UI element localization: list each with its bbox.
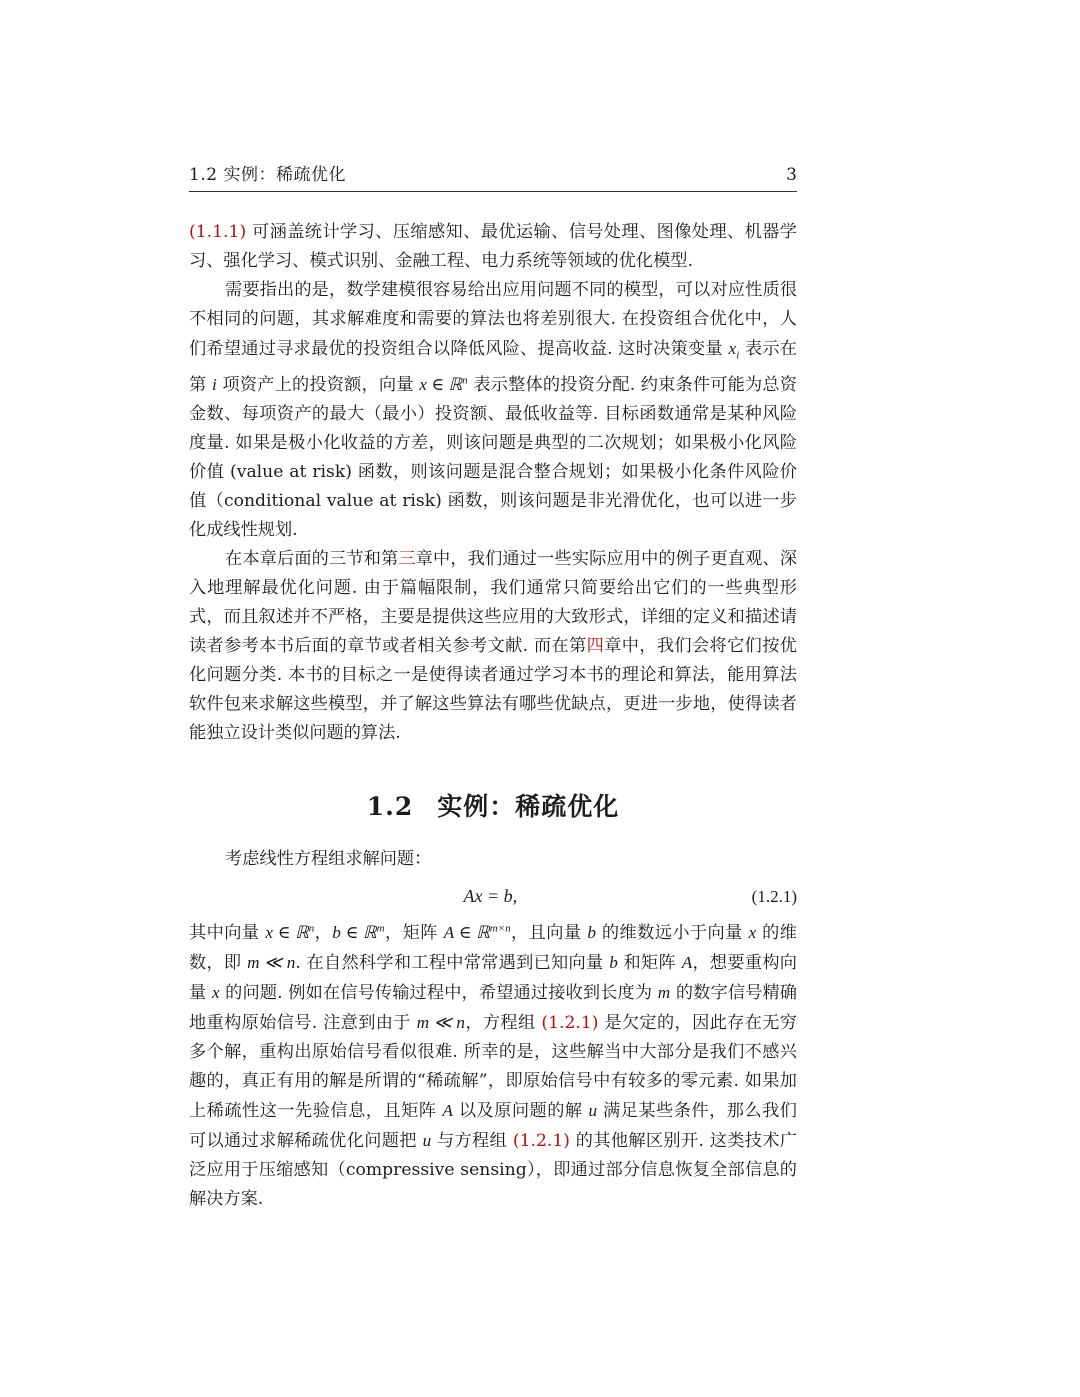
math-superscript: m×n [489, 922, 511, 935]
math-var: i [212, 375, 217, 395]
paragraph-text: 的其他解区别开. 这类技术广泛应用于压缩感知（compressive sensing），即通过部分信息恢复全部信息的解决方案. [189, 1131, 797, 1210]
paragraph-text: ，方程组 [464, 1013, 542, 1034]
section-heading [189, 792, 797, 821]
math-expression: x ∈ ℝ [419, 375, 463, 395]
paragraph-text: 满足某些条件，那么我们可以通过求解稀疏优化问题把 [189, 1101, 797, 1152]
equation-reference-link[interactable]: (1.1.1) [189, 222, 247, 242]
paragraph-text: 与方程组 [431, 1131, 513, 1152]
math-var: A [681, 953, 693, 973]
math-var: m [657, 983, 671, 1003]
paragraph-text: 需要指出的是，数学建模很容易给出应用问题不同的模型，可以对应性质很不相同的问题，其求解难度和需要的算法也将差别很大. 在投资组合优化中，人们希望通过寻求最优的投资组合以降低风险、提高收益. 这时决策变量 [189, 280, 797, 359]
math-superscript: m [376, 922, 385, 935]
math-var: b [587, 923, 596, 943]
math-expression: b ∈ ℝ [332, 923, 377, 943]
paragraph-text: 章中，我们会将它们按优化问题分类. 本书的目标之一是使得读者通过学习本书的理论和算法，能用算法软件包来求解这些模型，并了解这些算法有哪些优缺点，更进一步地，使得读者能独立设计类似问题的算法. [189, 636, 797, 744]
paragraph-text: 和矩阵 [617, 953, 682, 974]
chapter-reference-link[interactable]: 四 [586, 636, 605, 657]
paragraph-intro: 考虑线性方程组求解问题： [225, 849, 432, 870]
header-section-title: 1.2 实例：稀疏优化 [189, 165, 346, 185]
math-superscript: n [308, 922, 315, 935]
math-var: u [422, 1131, 432, 1151]
equation-reference-link[interactable]: (1.2.1) [541, 1013, 599, 1034]
math-superscript: n [462, 374, 468, 387]
section-number: 1.2 [366, 792, 414, 822]
equation-reference-link[interactable]: (1.2.1) [512, 1131, 571, 1152]
equation-body: Ax = b, [463, 885, 518, 906]
paragraph-text: 以及原问题的解 [452, 1101, 589, 1122]
math-subscript: i [736, 349, 740, 362]
paragraph-text: 的维数，即 [189, 923, 797, 974]
math-var: x [728, 339, 737, 358]
paragraph-text: 的数字信号精确地重构原始信号. 注意到由于 [189, 983, 797, 1034]
paragraph-1 [189, 218, 797, 276]
running-header [189, 160, 797, 192]
paragraph-text: 表示整体的投资分配. 约束条件可能为总资金数、每项资产的最大（最小）投资额、最低收益等. 目标函数通常是某种风险度量. 如果是极小化收益的方差，则该问题是典型的二次规划；如果极小化风险价值 (value at risk) 函数，则该问题是混合整合规划；如果极小化条件风险价值（conditional value at risk) 函数，则该问题是非光滑优化，也可以进一步化成线性规划. [189, 375, 797, 541]
math-var: x [211, 983, 220, 1003]
paragraph-text: ，且向量 [510, 923, 588, 944]
book-page [189, 160, 797, 1214]
section-title-text: 实例：稀疏优化 [437, 792, 620, 822]
paragraph-text: 的问题. 例如在信号传输过程中，希望通过接收到长度为 [219, 983, 658, 1004]
paragraph-text: 的维数远小于向量 [595, 923, 749, 944]
paragraph-text: 可涵盖统计学习、压缩感知、最优运输、信号处理、图像处理、机器学习、强化学习、模式识别、金融工程、电力系统等领域的优化模型. [189, 222, 797, 271]
paragraph-text: 在本章后面的三节和第 [225, 549, 399, 570]
math-expression: x ∈ ℝ [265, 923, 309, 943]
paragraph-text: 表示在第 [189, 339, 797, 396]
math-var: u [588, 1101, 598, 1121]
paragraph-text: . 在自然科学和工程中常常遇到已知向量 [295, 953, 610, 974]
paragraph-2 [189, 276, 797, 545]
math-var: b [609, 953, 618, 973]
math-expression: m ≪ n [247, 953, 296, 973]
paragraph-text: 其中向量 [189, 923, 266, 944]
paragraph-3 [189, 545, 797, 748]
page-number: 3 [786, 165, 797, 185]
paragraph-text: ，矩阵 [384, 923, 444, 944]
paragraph-text: 是欠定的，因此存在无穷多个解，重构出原始信号看似很难. 所幸的是，这些解当中大部分是我们不感兴趣的，真正有用的解是所谓的“稀疏解”，即原始信号中有较多的零元素. 如果加上稀疏性这一先验信息，且矩阵 [189, 1013, 797, 1122]
math-expression: A ∈ ℝ [443, 923, 490, 943]
chapter-reference-link[interactable]: 三 [398, 549, 416, 570]
page-body [189, 218, 797, 1214]
equation-block [189, 874, 797, 918]
paragraph-text: 章中，我们通过一些实际应用中的例子更直观、深入地理解最优化问题. 由于篇幅限制，我们通常只简要给出它们的一些典型形式，而且叙述并不严格，主要是提供这些应用的大致形式，详细的定义和描述请读者参考本书后面的章节或者相关参考文献. 而在第 [189, 549, 797, 657]
paragraph-text: ，想要重构向量 [189, 953, 797, 1004]
math-expression: m ≪ n [416, 1013, 465, 1033]
paragraph-4 [189, 918, 797, 1214]
math-var: x [748, 923, 757, 943]
paragraph-text: ， [314, 923, 333, 944]
equation-number: (1.2.1) [751, 886, 797, 906]
math-var: A [442, 1101, 453, 1121]
paragraph-text: 项资产上的投资额，向量 [216, 375, 420, 396]
